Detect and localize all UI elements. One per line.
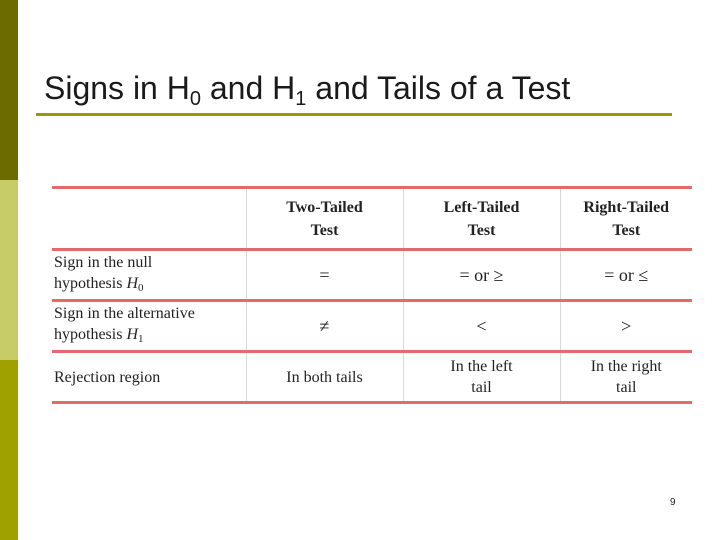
- header-right-tailed-line1: Right-Tailed: [583, 198, 670, 216]
- header-left-tailed-line2: Test: [467, 221, 496, 239]
- cell-line2: tail: [616, 379, 637, 396]
- header-right-tailed-line2: Test: [612, 221, 641, 239]
- cell-rejection-two-tailed: In both tails: [246, 352, 403, 403]
- cell-null-right-tailed: = or ≤: [560, 250, 692, 301]
- table-row: [52, 352, 692, 403]
- row-label-line2: [54, 324, 242, 350]
- title-text-c: and Tails of a Test: [306, 70, 571, 106]
- cell-alt-right-tailed: >: [560, 301, 692, 352]
- hypothesis-tails-table: [52, 186, 692, 404]
- table-row: [52, 250, 692, 301]
- header-left-tailed-line1: Left-Tailed: [443, 198, 520, 216]
- title-text-b: and H: [200, 70, 296, 106]
- title-subscript-0: 0: [189, 88, 201, 110]
- row-label-line2: [54, 273, 242, 299]
- header-right-tailed: [560, 188, 692, 250]
- header-left-tailed: [403, 188, 560, 250]
- sidebar-accent-bottom: [0, 360, 18, 540]
- sidebar-accent-top: [0, 0, 18, 180]
- row-label-var: H: [126, 325, 139, 343]
- row-label-rejection-region: Rejection region: [52, 352, 246, 403]
- cell-line2: tail: [471, 379, 492, 396]
- row-label-hypothesis-word: hypothesis: [54, 325, 127, 343]
- title-text-a: Signs in H: [44, 70, 190, 106]
- row-label-line1: Sign in the null: [54, 253, 153, 271]
- table-row: [52, 301, 692, 352]
- header-two-tailed-line2: Test: [310, 221, 339, 239]
- cell-line1: In the right: [590, 358, 662, 375]
- row-label-alt-sign: [52, 301, 246, 352]
- row-label-var: H: [126, 274, 139, 292]
- table-header-row: [52, 188, 692, 250]
- header-empty: [52, 188, 246, 250]
- slide-title: [44, 68, 570, 108]
- row-label-line1: Sign in the alternative: [54, 304, 195, 322]
- cell-null-two-tailed: =: [246, 250, 403, 301]
- cell-rejection-left-tailed: [403, 352, 560, 403]
- cell-rejection-right-tailed: [560, 352, 692, 403]
- cell-alt-left-tailed: <: [403, 301, 560, 352]
- cell-line1: In the left: [450, 358, 513, 375]
- page-number: 9: [670, 497, 676, 508]
- header-two-tailed: [246, 188, 403, 250]
- row-label-sub: 1: [138, 332, 144, 345]
- cell-alt-two-tailed: ≠: [246, 301, 403, 352]
- header-two-tailed-line1: Two-Tailed: [286, 198, 363, 216]
- row-label-hypothesis-word: hypothesis: [54, 274, 127, 292]
- title-subscript-1: 1: [295, 88, 307, 110]
- row-label-sub: 0: [138, 281, 144, 294]
- row-label-null-sign: [52, 250, 246, 301]
- cell-null-left-tailed: = or ≥: [403, 250, 560, 301]
- sidebar-accent-middle: [0, 180, 18, 360]
- title-underline: [36, 113, 672, 116]
